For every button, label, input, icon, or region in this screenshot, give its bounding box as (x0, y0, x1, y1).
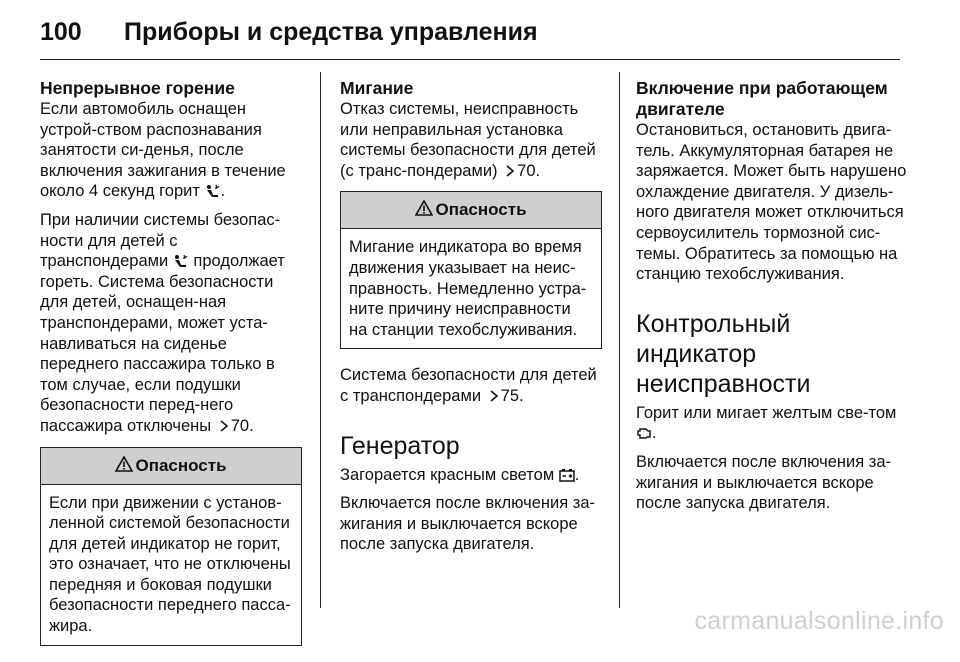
child-seat-airbag-icon (205, 184, 221, 198)
warning-triangle-icon (415, 200, 433, 216)
column-divider (619, 72, 620, 608)
page-reference-arrow-icon (219, 419, 229, 433)
warning-header: Опасность (41, 448, 301, 485)
paragraph: Отказ системы, неисправность или неправильная установка системы безопасности для детей (с транс-пондерами) 70. (340, 100, 596, 180)
paragraph: Загорается красным светом . (340, 465, 580, 484)
paragraph: Система безопасности для детей с транспондерами 75. (340, 366, 597, 405)
page-number: 100 (40, 18, 82, 46)
paragraph: При наличии системы безопас-ности для детей с транспондерами продолжает гореть. Система безопасности для детей, оснащен-ная транспондерами, может уста-навливаться на сиденье переднего пассажира только в том случае, если подушки безопасности перед-него пассажира отключены 70. (40, 210, 285, 435)
watermark: carmanualsonline.info (694, 607, 944, 635)
warning-box (40, 447, 302, 646)
column-3 (636, 78, 908, 522)
child-seat-airbag-icon (173, 254, 189, 268)
warning-header: Опасность (341, 192, 601, 229)
column-divider (320, 72, 321, 608)
warning-box (340, 191, 602, 349)
subheading: Непрерывное горение (40, 78, 235, 98)
header-rule (40, 59, 900, 60)
subheading: Мигание (340, 78, 414, 98)
column-1 (40, 78, 302, 662)
page-header (40, 18, 538, 48)
page-reference-arrow-icon (489, 389, 499, 403)
battery-icon (559, 468, 575, 482)
engine-malfunction-icon (636, 426, 652, 440)
column-2 (340, 78, 602, 563)
warning-text: Если при движении с установ-ленной системой безопасности для детей индикатор не горит, это означает, что не отключены передняя и боковая подушки безопасности переднего пасса-жира. (49, 493, 291, 636)
paragraph: Включается после включения за-жигания и выключается вскоре после запуска двигателя. (340, 494, 596, 554)
warning-text: Мигание индикатора во время движения указывает на неис-правность. Немедленно устра-ните причину неисправности на станции техобслуживания. (349, 238, 587, 339)
warning-triangle-icon (115, 456, 133, 472)
section-heading: Генератор (340, 431, 460, 460)
paragraph: Остановиться, остановить двига-тель. Аккумуляторная батарея не заряжается. Может быть нарушено охлаждение двигателя. У дизель-ного двигателя может отключиться сервоусилитель тормозной сис-темы. Обратитесь за помощью на станцию техобслуживания. (636, 121, 907, 284)
page-title: Приборы и средства управления (124, 18, 538, 46)
page-reference-arrow-icon (505, 164, 515, 178)
paragraph: Включается после включения за-жигания и выключается вскоре после запуска двигателя. (636, 452, 892, 513)
section-heading: Контрольный индикатор неисправности (636, 309, 811, 398)
paragraph: Если автомобиль оснащен устрой-ством распознавания занятости си-денья, после включения зажигания в течение около 4 секунд горит . (40, 100, 286, 201)
paragraph: Горит или мигает желтым све-том . (636, 403, 897, 443)
subheading: Включение при работающем двигателе (636, 78, 888, 119)
